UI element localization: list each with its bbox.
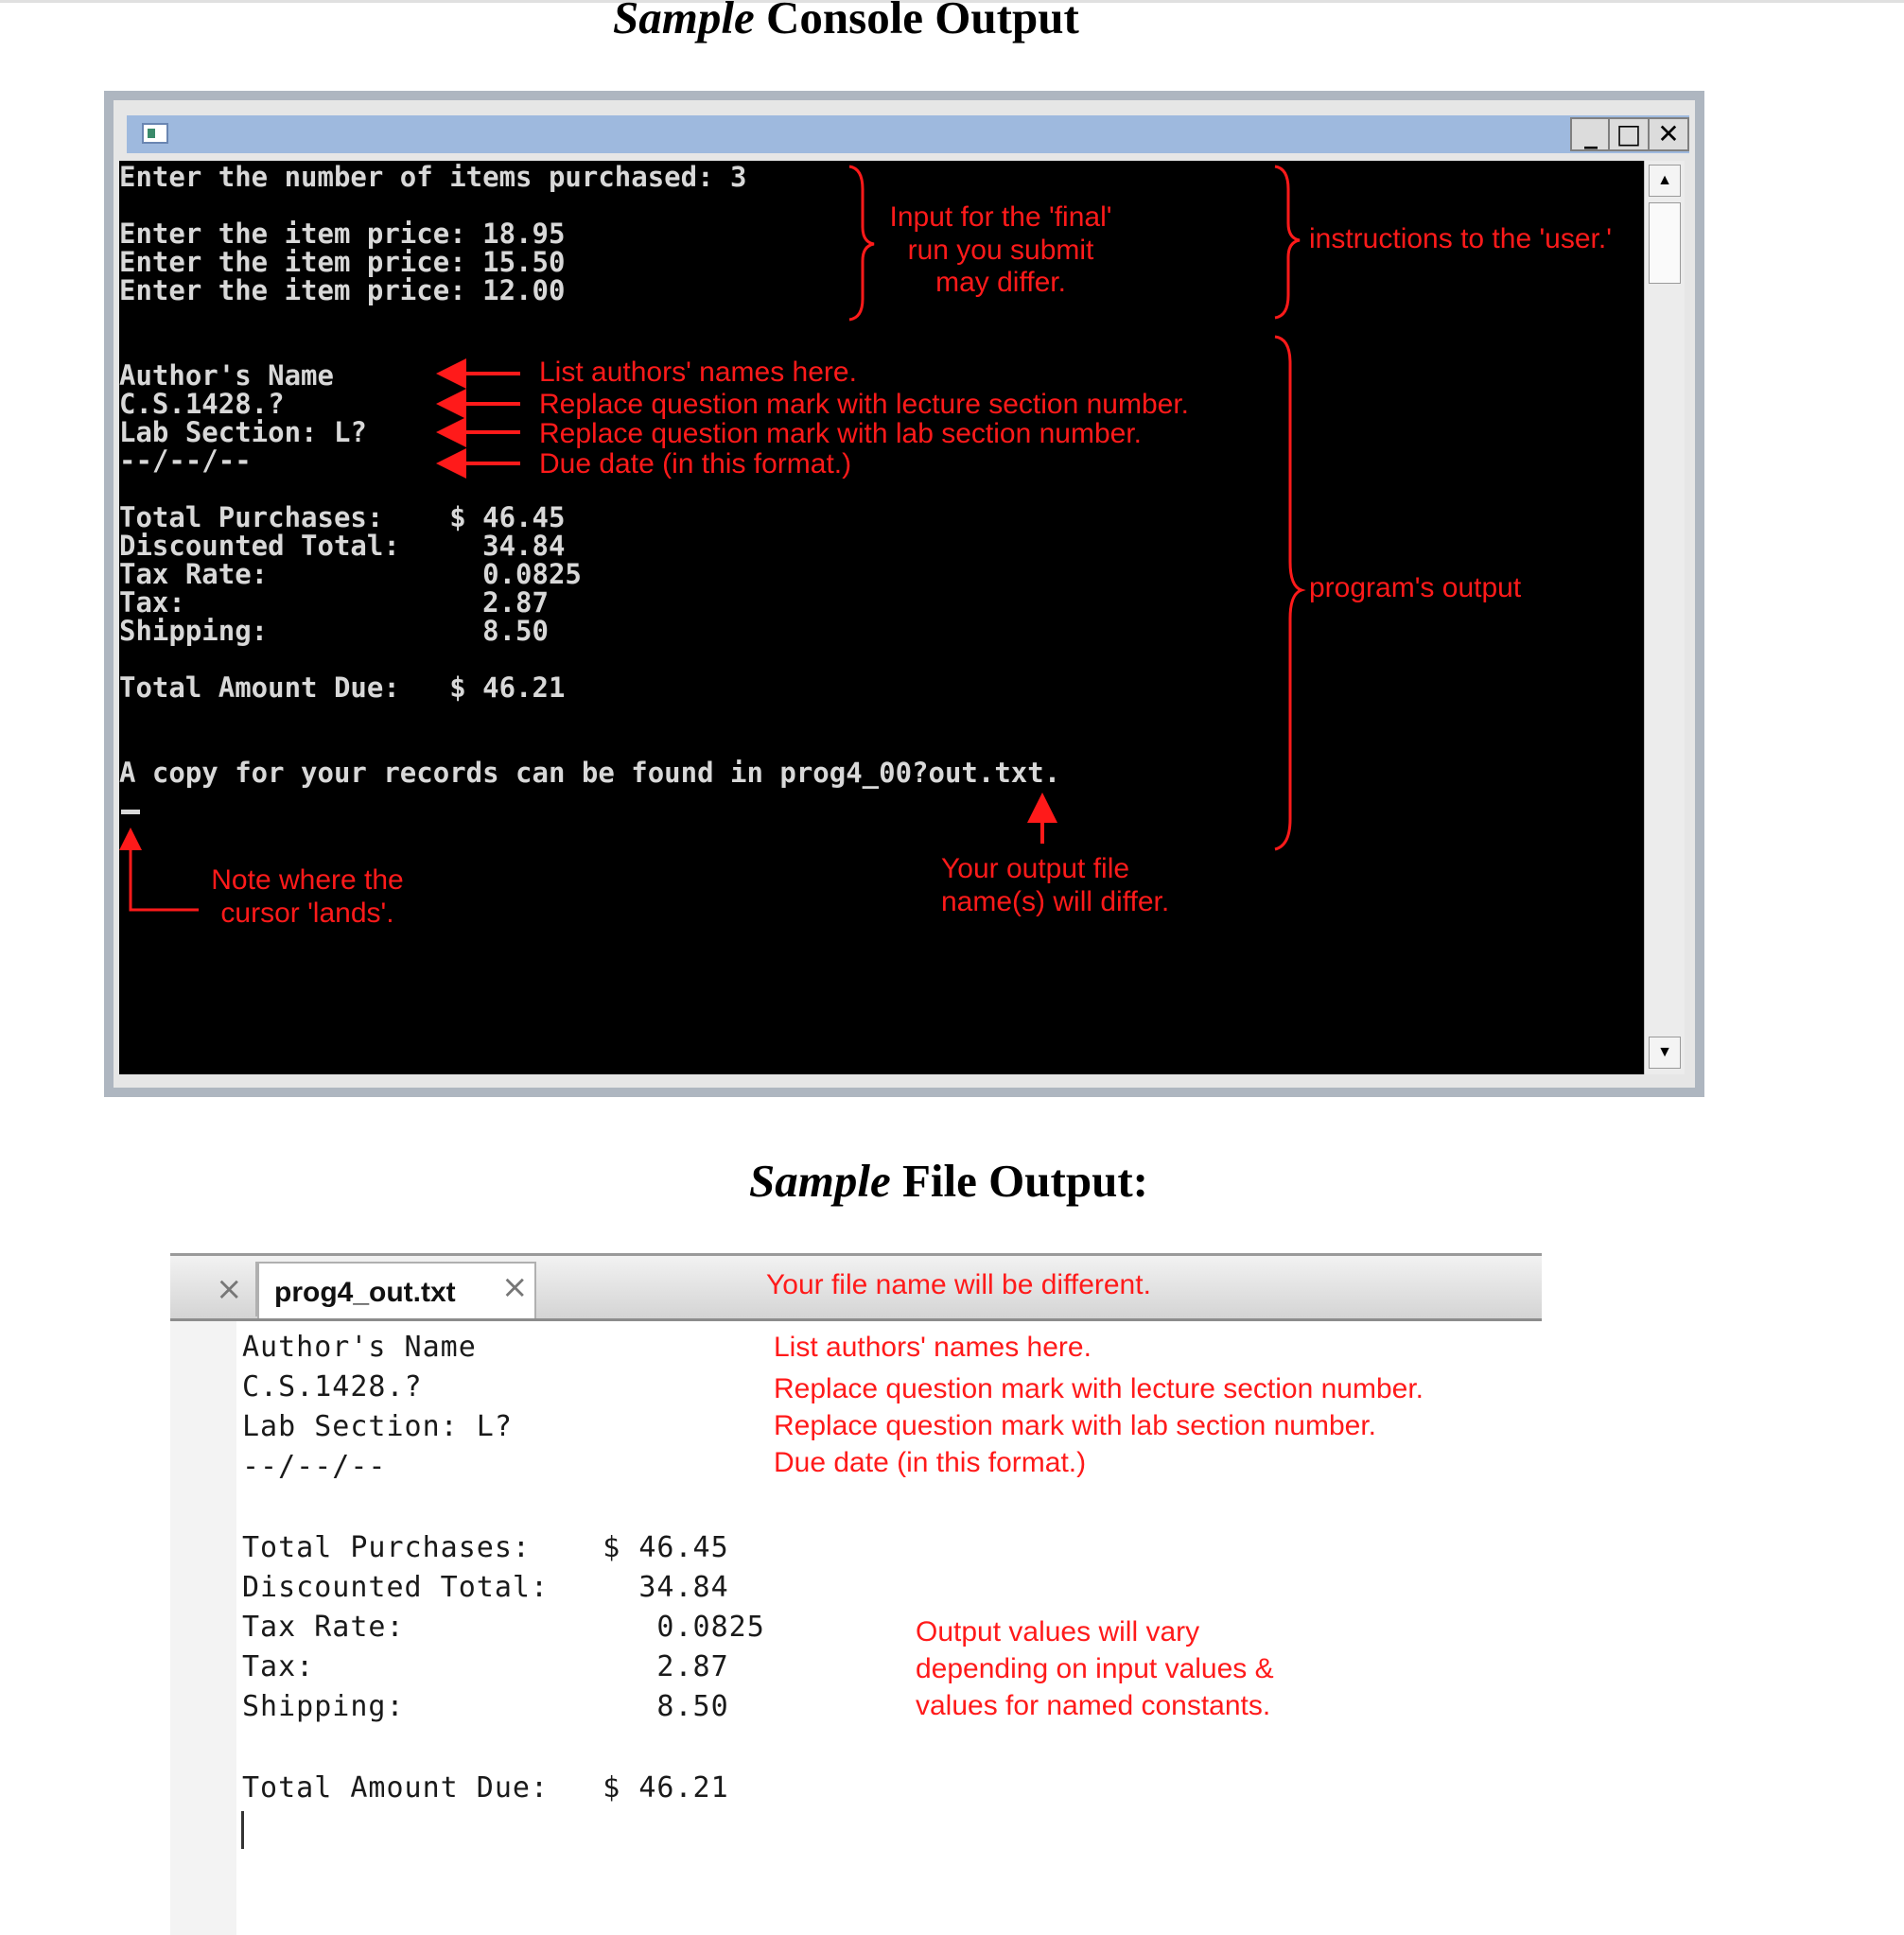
- file-line: C.S.1428.?: [242, 1370, 423, 1403]
- console-line: Tax: 2.87: [119, 586, 549, 619]
- cursor-note: [189, 864, 426, 930]
- authors-note: List authors' names here.: [539, 357, 857, 388]
- file-filename-note: Your file name will be different.: [766, 1269, 1151, 1300]
- console-line: Author's Name: [119, 359, 334, 392]
- file-line: Discounted Total: 34.84: [242, 1571, 729, 1604]
- close-tab-icon[interactable]: ×: [216, 1270, 243, 1308]
- file-line: Total Purchases: $ 46.45: [242, 1531, 729, 1564]
- console-line: C.S.1428.?: [119, 388, 285, 420]
- file-line: Author's Name: [242, 1331, 477, 1364]
- input-note: [878, 201, 1124, 300]
- due-date-note: Due date (in this format.): [539, 448, 852, 479]
- values-note-line: Output values will vary: [916, 1616, 1200, 1647]
- previous-tab[interactable]: [170, 1262, 257, 1316]
- file-authors-note: List authors' names here.: [774, 1332, 1092, 1363]
- instructions-brace: [1275, 166, 1300, 318]
- file-lab-note: Replace question mark with lab section number.: [774, 1410, 1377, 1441]
- console-line: Enter the number of items purchased: 3: [119, 161, 747, 193]
- console-line: Lab Section: L?: [119, 416, 367, 448]
- input-note-line: Input for the 'final': [889, 201, 1112, 233]
- input-note-line: may differ.: [935, 267, 1066, 298]
- maximize-button[interactable]: □: [1608, 117, 1650, 151]
- scroll-down-button[interactable]: ▼: [1649, 1037, 1681, 1069]
- file-line: Tax Rate: 0.0825: [242, 1611, 765, 1644]
- console-line: Total Purchases: $ 46.45: [119, 501, 566, 533]
- cursor-note-line: cursor 'lands'.: [220, 897, 394, 929]
- close-tab-icon[interactable]: ×: [501, 1268, 529, 1306]
- instructions-note: instructions to the 'user.': [1309, 223, 1612, 254]
- console-line: Tax Rate: 0.0825: [119, 558, 582, 590]
- input-note-line: run you submit: [907, 234, 1094, 266]
- file-line: Total Amount Due: $ 46.21: [242, 1771, 729, 1804]
- text-caret: [241, 1811, 244, 1849]
- lab-note: Replace question mark with lab section number.: [539, 418, 1143, 449]
- values-note-line: values for named constants.: [916, 1690, 1271, 1721]
- filename-note: [941, 853, 1169, 918]
- console-line: Enter the item price: 15.50: [119, 246, 566, 278]
- file-heading-rest: File Output:: [890, 1155, 1148, 1207]
- program-output-note: program's output: [1309, 572, 1522, 603]
- console-line: Total Amount Due: $ 46.21: [119, 671, 566, 704]
- file-line: Shipping: 8.50: [242, 1690, 729, 1723]
- file-due-date-note: Due date (in this format.): [774, 1447, 1087, 1478]
- close-button[interactable]: ✕: [1648, 117, 1689, 151]
- tab-title: prog4_out.txt: [274, 1277, 456, 1308]
- editor-gutter: [170, 1321, 236, 1935]
- console-line: Shipping: 8.50: [119, 615, 549, 647]
- console-line: A copy for your records can be found in prog4_00?out.txt.: [119, 757, 1061, 789]
- values-note: [916, 1613, 1274, 1724]
- cursor-note-line: Note where the: [211, 864, 404, 896]
- values-note-line: depending on input values &: [916, 1653, 1274, 1684]
- console-line: Enter the item price: 12.00: [119, 274, 566, 306]
- filename-note-line: name(s) will differ.: [941, 885, 1170, 917]
- lecture-note: Replace question mark with lecture section number.: [539, 389, 1190, 420]
- active-tab[interactable]: [257, 1262, 536, 1318]
- console-heading-italic: Sample: [613, 0, 755, 44]
- file-lecture-note: Replace question mark with lecture section number.: [774, 1373, 1424, 1404]
- filename-note-line: Your output file: [941, 853, 1130, 884]
- input-brace: [849, 166, 874, 320]
- file-heading-italic: Sample: [749, 1155, 891, 1207]
- file-line: Tax: 2.87: [242, 1650, 729, 1683]
- minimize-button[interactable]: _: [1570, 117, 1612, 151]
- console-line: --/--/--: [119, 445, 252, 477]
- console-line: Discounted Total: 34.84: [119, 530, 566, 562]
- file-heading: [749, 1155, 1148, 1207]
- program-output-brace: [1275, 337, 1301, 849]
- file-line: --/--/--: [242, 1450, 387, 1483]
- file-line: Lab Section: L?: [242, 1410, 513, 1443]
- console-heading-rest: Console Output: [754, 0, 1079, 44]
- console-line: Enter the item price: 18.95: [119, 218, 566, 250]
- scroll-up-button[interactable]: ▲: [1649, 165, 1681, 197]
